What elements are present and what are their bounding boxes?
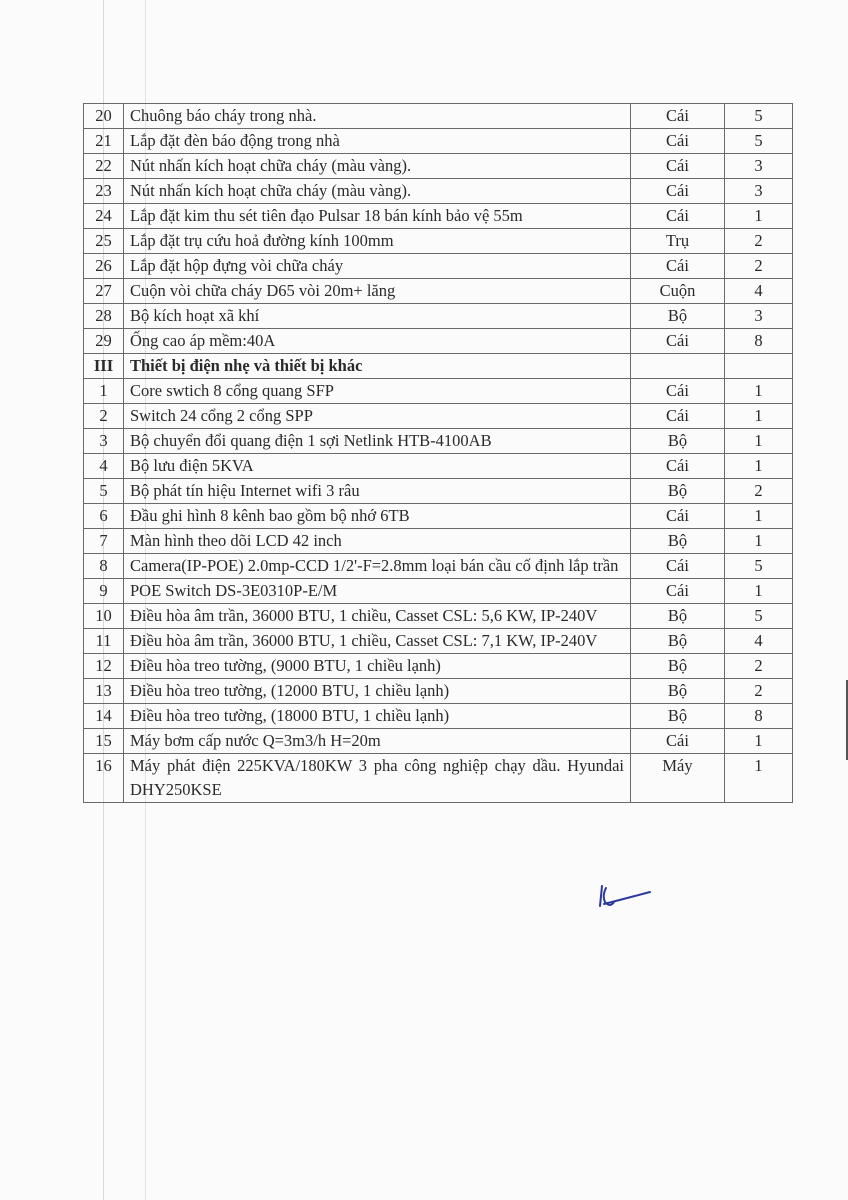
item-description: Bộ lưu điện 5KVA: [124, 454, 631, 479]
table-row: [84, 679, 793, 704]
row-number: III: [84, 354, 124, 379]
item-quantity: 5: [725, 104, 793, 129]
table-row: [84, 729, 793, 754]
row-number: 22: [84, 154, 124, 179]
table-row: [84, 479, 793, 504]
table-row: [84, 654, 793, 679]
table-row: [84, 404, 793, 429]
item-quantity: 3: [725, 154, 793, 179]
item-unit: Bộ: [631, 529, 725, 554]
row-number: 20: [84, 104, 124, 129]
row-number: 16: [84, 754, 124, 803]
item-unit: Cuộn: [631, 279, 725, 304]
item-unit: Cái: [631, 454, 725, 479]
item-unit: Bộ: [631, 654, 725, 679]
item-quantity: 1: [725, 729, 793, 754]
item-unit: Cái: [631, 104, 725, 129]
item-unit: Cái: [631, 204, 725, 229]
table-row: [84, 179, 793, 204]
row-number: 3: [84, 429, 124, 454]
item-description: Điều hòa treo tường, (12000 BTU, 1 chiều lạnh): [124, 679, 631, 704]
table-row: [84, 279, 793, 304]
item-description: Camera(IP-POE) 2.0mp-CCD 1/2'-F=2.8mm loại bán cầu cố định lắp trần: [124, 554, 631, 579]
row-number: 25: [84, 229, 124, 254]
row-number: 10: [84, 604, 124, 629]
section-row: [84, 354, 793, 379]
row-number: 11: [84, 629, 124, 654]
row-number: 6: [84, 504, 124, 529]
table-row: [84, 254, 793, 279]
item-quantity: 5: [725, 129, 793, 154]
item-description: Lắp đặt hộp đựng vòi chữa cháy: [124, 254, 631, 279]
item-quantity: 1: [725, 404, 793, 429]
table-row: [84, 429, 793, 454]
item-description: Lắp đặt kim thu sét tiên đạo Pulsar 18 bán kính bảo vệ 55m: [124, 204, 631, 229]
item-description: Bộ kích hoạt xã khí: [124, 304, 631, 329]
table-row: [84, 129, 793, 154]
item-quantity: 2: [725, 229, 793, 254]
row-number: 14: [84, 704, 124, 729]
table-row: [84, 304, 793, 329]
item-description: Điều hòa âm trần, 36000 BTU, 1 chiều, Casset CSL: 5,6 KW, IP-240V: [124, 604, 631, 629]
item-unit: Cái: [631, 579, 725, 604]
row-number: 1: [84, 379, 124, 404]
item-description: Màn hình theo dõi LCD 42 inch: [124, 529, 631, 554]
item-unit: Máy: [631, 754, 725, 803]
item-quantity: 5: [725, 554, 793, 579]
table-row: [84, 704, 793, 729]
item-quantity: 8: [725, 329, 793, 354]
item-quantity: 1: [725, 579, 793, 604]
row-number: 9: [84, 579, 124, 604]
signature-initials: [590, 880, 660, 920]
row-number: 5: [84, 479, 124, 504]
table-row: [84, 529, 793, 554]
item-quantity: 2: [725, 479, 793, 504]
table-row: [84, 754, 793, 803]
item-description: Chuông báo cháy trong nhà.: [124, 104, 631, 129]
item-quantity: 1: [725, 454, 793, 479]
item-description: Switch 24 cổng 2 cổng SPP: [124, 404, 631, 429]
row-number: 13: [84, 679, 124, 704]
table-row: [84, 554, 793, 579]
item-unit: Cái: [631, 404, 725, 429]
table-row: [84, 329, 793, 354]
equipment-table: [83, 103, 793, 803]
item-description: Lắp đặt trụ cứu hoả đường kính 100mm: [124, 229, 631, 254]
item-quantity: 1: [725, 379, 793, 404]
item-unit: Cái: [631, 129, 725, 154]
row-number: 27: [84, 279, 124, 304]
row-number: 24: [84, 204, 124, 229]
row-number: 7: [84, 529, 124, 554]
item-description: Bộ chuyển đổi quang điện 1 sợi Netlink HTB-4100AB: [124, 429, 631, 454]
table-row: [84, 204, 793, 229]
table-row: [84, 579, 793, 604]
row-number: 12: [84, 654, 124, 679]
row-number: 21: [84, 129, 124, 154]
table-row: [84, 629, 793, 654]
item-quantity: 2: [725, 254, 793, 279]
item-description: Nút nhấn kích hoạt chữa cháy (màu vàng).: [124, 154, 631, 179]
item-quantity: 1: [725, 529, 793, 554]
row-number: 8: [84, 554, 124, 579]
item-unit: Bộ: [631, 604, 725, 629]
item-description: Máy phát điện 225KVA/180KW 3 pha công nghiệp chạy dầu. Hyundai DHY250KSE: [124, 754, 631, 803]
item-unit: [631, 354, 725, 379]
item-quantity: 3: [725, 179, 793, 204]
item-quantity: 2: [725, 654, 793, 679]
item-unit: Cái: [631, 379, 725, 404]
item-quantity: 8: [725, 704, 793, 729]
item-description: Lắp đặt đèn báo động trong nhà: [124, 129, 631, 154]
row-number: 4: [84, 454, 124, 479]
table-row: [84, 229, 793, 254]
item-unit: Cái: [631, 554, 725, 579]
item-description: Bộ phát tín hiệu Internet wifi 3 râu: [124, 479, 631, 504]
item-quantity: 1: [725, 754, 793, 803]
table-row: [84, 379, 793, 404]
item-unit: Bộ: [631, 679, 725, 704]
row-number: 23: [84, 179, 124, 204]
row-number: 2: [84, 404, 124, 429]
item-unit: Cái: [631, 729, 725, 754]
item-description: Điều hòa treo tường, (18000 BTU, 1 chiều lạnh): [124, 704, 631, 729]
item-description: Máy bơm cấp nước Q=3m3/h H=20m: [124, 729, 631, 754]
item-unit: Bộ: [631, 479, 725, 504]
item-description: Điều hòa âm trần, 36000 BTU, 1 chiều, Casset CSL: 7,1 KW, IP-240V: [124, 629, 631, 654]
table-row: [84, 504, 793, 529]
table-row: [84, 454, 793, 479]
item-quantity: [725, 354, 793, 379]
item-description: Thiết bị điện nhẹ và thiết bị khác: [124, 354, 631, 379]
item-quantity: 4: [725, 279, 793, 304]
row-number: 15: [84, 729, 124, 754]
item-unit: Bộ: [631, 629, 725, 654]
item-description: Đầu ghi hình 8 kênh bao gồm bộ nhớ 6TB: [124, 504, 631, 529]
item-description: POE Switch DS-3E0310P-E/M: [124, 579, 631, 604]
item-quantity: 2: [725, 679, 793, 704]
item-quantity: 3: [725, 304, 793, 329]
row-number: 26: [84, 254, 124, 279]
item-description: Điều hòa treo tường, (9000 BTU, 1 chiều lạnh): [124, 654, 631, 679]
item-unit: Bộ: [631, 304, 725, 329]
row-number: 28: [84, 304, 124, 329]
item-unit: Trụ: [631, 229, 725, 254]
row-number: 29: [84, 329, 124, 354]
item-quantity: 1: [725, 204, 793, 229]
table-row: [84, 604, 793, 629]
item-unit: Cái: [631, 154, 725, 179]
item-description: Ống cao áp mềm:40A: [124, 329, 631, 354]
table-row: [84, 104, 793, 129]
item-unit: Cái: [631, 254, 725, 279]
item-quantity: 1: [725, 429, 793, 454]
table-row: [84, 154, 793, 179]
item-unit: Cái: [631, 329, 725, 354]
item-quantity: 4: [725, 629, 793, 654]
item-unit: Cái: [631, 504, 725, 529]
item-quantity: 1: [725, 504, 793, 529]
item-unit: Cái: [631, 179, 725, 204]
item-quantity: 5: [725, 604, 793, 629]
item-description: Nút nhấn kích hoạt chữa cháy (màu vàng).: [124, 179, 631, 204]
item-description: Cuộn vòi chữa cháy D65 vòi 20m+ lăng: [124, 279, 631, 304]
item-unit: Bộ: [631, 429, 725, 454]
item-unit: Bộ: [631, 704, 725, 729]
item-description: Core swtich 8 cổng quang SFP: [124, 379, 631, 404]
